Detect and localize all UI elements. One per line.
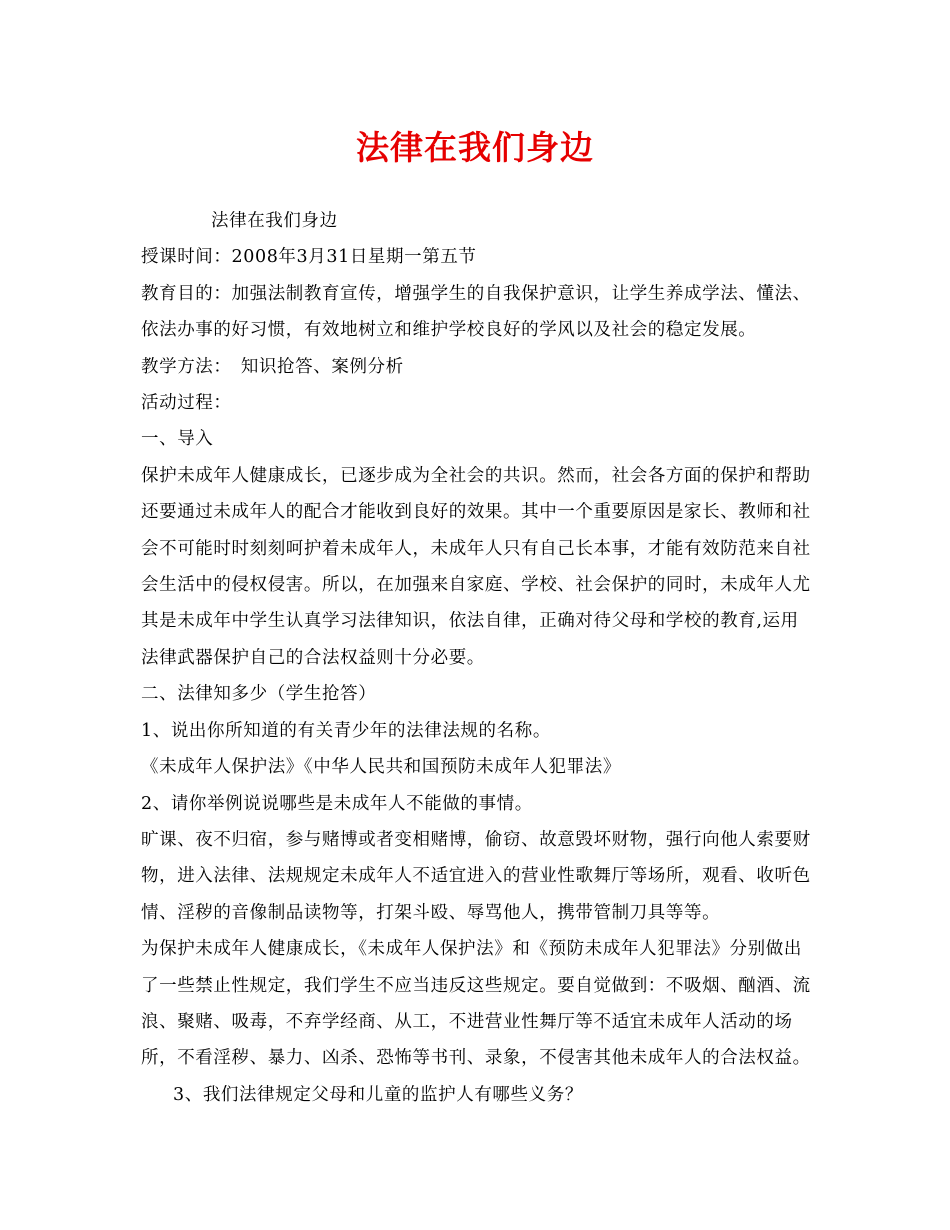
activity-process-label: 活动过程： <box>141 393 232 414</box>
intro-paragraph: 保护未成年人健康成长，已逐步成为全社会的共识。然而，社会各方面的保护和帮助还要通过未成年人的配合才能收到良好的效果。其中一个重要原因是家长、教师和社会不可能时时刻刻呵护着未成年人，未成年人只有自己长本事，才能有效防范来自社会生活中的侵权侵害。所以，在加强来自家庭、学校、社会保护的同时，未成年人尤其是未成年中学生认真学习法律知识，依法自律，正确对待父母和学校的教育,运用法律武器保护自己的合法权益则十分必要。 <box>141 465 811 668</box>
lesson-goal: 教育目的：加强法制教育宣传，增强学生的自我保护意识，让学生养成学法、懂法、依法办事的好习惯，有效地树立和维护学校良好的学风以及社会的稳定发展。 <box>141 283 811 341</box>
section-intro-heading: 一、导入 <box>141 429 214 450</box>
question-2: 2、请你举例说说哪些是未成年人不能做的事情。 <box>141 793 533 814</box>
document-title: 法律在我们身边 <box>356 128 594 167</box>
section-quiz-heading: 二、法律知多少（学生抢答） <box>141 684 377 705</box>
lesson-method: 教学方法： 知识抢答、案例分析 <box>141 356 404 377</box>
prohibition-paragraph: 为保护未成年人健康成长，《未成年人保护法》和《预防未成年人犯罪法》分别做出了一些禁止性规定，我们学生不应当违反这些规定。要自觉做到：不吸烟、酗酒、流浪、聚赌、吸毒，不弃学经商、从工，不进营业性舞厅等不适宜未成年人活动的场所，不看淫秽、暴力、凶杀、恐怖等书刊、录象，不侵害其他未成年人的合法权益。 <box>141 939 811 1069</box>
document-body <box>141 203 813 1113</box>
question-3: 3、我们法律规定父母和儿童的监护人有哪些义务？ <box>173 1084 583 1105</box>
answer-2: 旷课、夜不归宿，参与赌博或者变相赌博，偷窃、故意毁坏财物，强行向他人索要财物，进入法律、法规规定未成年人不适宜进入的营业性歌舞厅等场所，观看、收听色情、淫秽的音像制品读物等，打架斗殴、辱骂他人，携带管制刀具等等。 <box>141 829 811 923</box>
lesson-heading: 法律在我们身边 <box>211 211 338 231</box>
lesson-time: 授课时间：2008年3月31日星期一第五节 <box>141 247 477 268</box>
question-1: 1、说出你所知道的有关青少年的法律法规的名称。 <box>141 720 551 741</box>
answer-1: 《未成年人保护法》《中华人民共和国预防未成年人犯罪法》 <box>141 757 621 778</box>
